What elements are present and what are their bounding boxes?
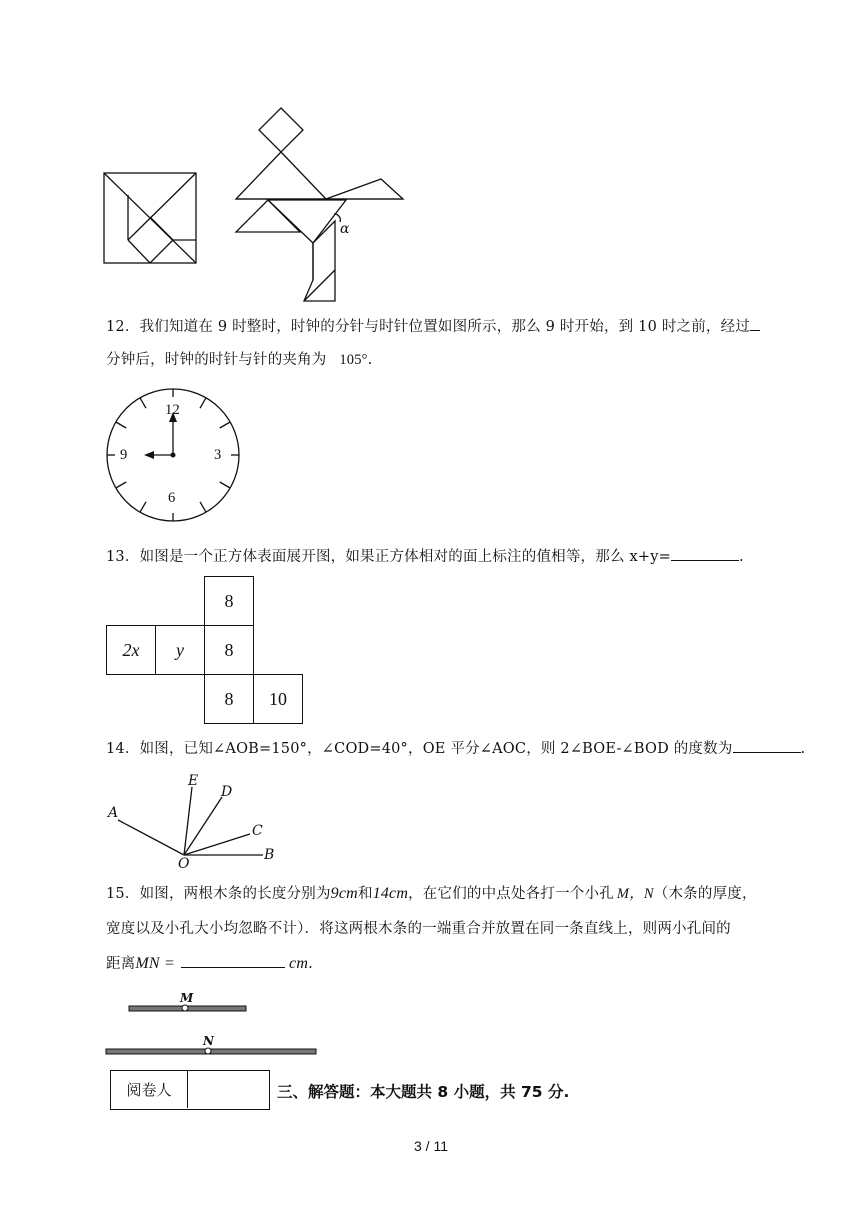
label-B: B [264, 847, 275, 863]
cube-cell-y: y [155, 625, 205, 675]
grader-label: 阅卷人 [111, 1071, 188, 1108]
question-12-line2: 分钟后，时钟的时针与针的夹角为 105°. [106, 352, 373, 368]
cube-cell-middle: 8 [204, 625, 254, 675]
question-12-line1: 我们知道在 9 时整时，时钟的分针与时针位置如图所示，那么 9 时开始，到 10 时之前，经过 [139, 319, 751, 335]
clock-label-6: 6 [168, 490, 176, 506]
grader-box [110, 1070, 270, 1110]
label-C: C [252, 823, 263, 839]
label-A: A [108, 805, 119, 821]
stick-label-N: N [203, 1034, 215, 1048]
question-15-line2: 宽度以及小孔大小均忽略不计）．将这两根木条的一端重合并放置在同一条直线上，则两小孔间的 [106, 921, 731, 937]
question-14: 14．如图，已知∠AOB=150°，∠COD=40°，OE 平分∠AOC，则 2∠BOE-∠BOD 的度数为 . [106, 738, 805, 759]
question-15-line1: 15．如图，两根木条的长度分别为9cm和14cm，在它们的中点处各打一个小孔 M，N（木条的厚度， [106, 885, 757, 902]
clock-label-9: 9 [120, 447, 128, 463]
label-D: D [221, 784, 233, 800]
cube-cell-right: 10 [253, 674, 303, 724]
cube-cell-2x: 2x [106, 625, 156, 675]
cube-cell-bottom: 8 [204, 674, 254, 724]
question-13: 13．如图是一个正方体表面展开图，如果正方体相对的面上标注的值相等，那么 x+y= . [106, 546, 744, 567]
grader-score-field[interactable] [189, 1071, 269, 1108]
question-15-line3: 距离MN = cm. [106, 955, 313, 972]
clock-label-12: 12 [165, 402, 180, 418]
stick-label-M: M [180, 991, 194, 1005]
page-number: 3 / 11 [414, 1138, 448, 1154]
label-E: E [188, 773, 199, 789]
cube-cell-top: 8 [204, 576, 254, 626]
label-O: O [178, 856, 190, 872]
clock-label-3: 3 [214, 447, 222, 463]
question-12-number: 12． [106, 319, 140, 335]
alpha-label: α [340, 221, 350, 237]
section-title: 三、解答题：本大题共 8 小题，共 75 分. [277, 1083, 570, 1101]
